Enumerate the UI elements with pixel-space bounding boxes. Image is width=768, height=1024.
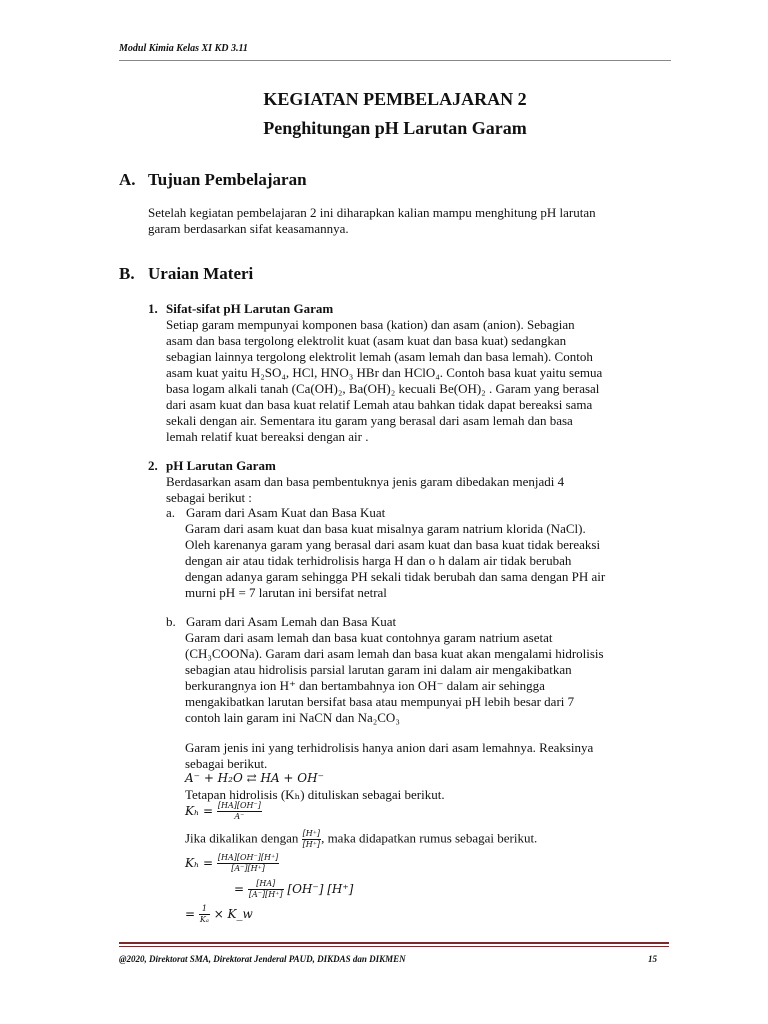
paragraph-line: contoh lain garam ini NaCN dan Na₂CO₃ (185, 710, 400, 725)
paragraph-line: dari asam kuat dan basa kuat relatif Lemah atau bahkan tidak dapat bereaksi sama (166, 397, 593, 412)
kh-expanded-formula (185, 853, 279, 874)
kh-denominator: A⁻ (234, 812, 245, 821)
paragraph-line: dengan air atau tidak terhidrolisis harga H dan o h dalam air tidak berubah (185, 553, 572, 568)
page-subtitle: Penghitungan pH Larutan Garam (263, 118, 527, 138)
kh-expanded-fraction (217, 853, 279, 874)
kh-fraction (217, 801, 262, 822)
section-a-paragraph (148, 205, 669, 237)
eq3-rest: × K_w (213, 907, 253, 921)
paragraph-line: Garam dari asam kuat dan basa kuat misalnya garam natrium klorida (NaCl). (185, 521, 586, 536)
running-header: Modul Kimia Kelas XI KD 3.11 (119, 43, 248, 54)
footer-copyright: @2020, Direktorat SMA, Direktorat Jenderal PAUD, DIKDAS dan DIKMEN (119, 954, 406, 964)
kh-expanded-numerator: [HA][OH⁻][H⁺] (217, 853, 279, 862)
paragraph-line: sebagian lainnya tergolong elektrolit lemah (asam lemah dan basa lemah). Contoh (166, 349, 593, 364)
paragraph-line: lemah relatif kuat bereaksi dengan air . (166, 429, 369, 444)
kh-numerator: [HA][OH⁻] (217, 801, 261, 810)
jika-numerator: [H⁺] (302, 829, 321, 838)
subsection-2-title: pH Larutan Garam (166, 458, 276, 473)
jika-fraction (302, 829, 321, 850)
subsection-1-heading (148, 301, 333, 317)
kh-formula (185, 801, 262, 822)
jika-line (185, 829, 669, 850)
section-b-letter: B. (119, 264, 135, 283)
item-b-heading (166, 614, 396, 630)
item-b-title: Garam dari Asam Lemah dan Basa Kuat (186, 614, 397, 629)
page-title: KEGIATAN PEMBELAJARAN 2 (263, 89, 527, 109)
paragraph-line: sebagai berikut : (166, 490, 252, 505)
item-a-heading (166, 505, 385, 521)
subsection-2-intro (166, 474, 669, 506)
paragraph-line: sebagian atau hidrolisis parsial larutan garam ini dalam air mengakibatkan (185, 662, 572, 677)
section-b-title: Uraian Materi (148, 264, 254, 283)
paragraph-line: asam kuat yaitu H₂SO₄, HCl, HNO₃ HBr dan HClO₄. Contoh basa kuat yaitu semua (166, 365, 603, 380)
paragraph-line: garam berdasarkan sifat keasamannya. (148, 221, 349, 236)
paragraph-line: (CH₃COONa). Garam dari asam lemah dan basa kuat akan mengalami hidrolisis (185, 646, 604, 661)
paragraph-line: berkurangnya ion H⁺ dan bertambahnya ion OH⁻ dalam air sehingga (185, 678, 545, 693)
subsection-1-paragraph (166, 317, 669, 445)
paragraph-line: Oleh karenanya garam yang berasal dari asam kuat dan basa kuat tidak bereaksi (185, 537, 601, 552)
item-b-letter: b. (166, 614, 176, 629)
eq3-numerator: 1 (199, 904, 210, 915)
subsection-1-title: Sifat-sifat pH Larutan Garam (166, 301, 334, 316)
eq3-fraction (199, 904, 210, 925)
eq3-denominator: Kₐ (199, 915, 209, 924)
paragraph-line: dengan adanya garam sehingga PH sekali tidak berubah dan sama dengan PH air (185, 569, 606, 584)
section-a-title: Tujuan Pembelajaran (148, 170, 307, 189)
kh-lhs: Kₕ = (185, 856, 214, 870)
footer-rule-thick (119, 942, 669, 944)
paragraph-line: Garam jenis ini yang terhidrolisis hanya anion dari asam lemahnya. Reaksinya (185, 740, 594, 755)
paragraph-line: basa logam alkali tanah (Ca(OH)₂, Ba(OH)₂ kecuali Be(OH)₂ . Garam yang berasal (166, 381, 600, 396)
item-a-title: Garam dari Asam Kuat dan Basa Kuat (186, 505, 386, 520)
tetapan-line: Tetapan hidrolisis (Kₕ) dituliskan sebagai berikut. (185, 787, 445, 802)
section-a-heading (119, 170, 307, 190)
section-a-letter: A. (119, 170, 136, 189)
item-a-paragraph (185, 521, 669, 601)
subsection-1-number: 1. (148, 301, 158, 316)
kh-equation-3: = $\frac{1}{\text{Kₐ}}$ × K_w (185, 904, 253, 924)
paragraph-line: Setiap garam mempunyai komponen basa (kation) dan asam (anion). Sebagian (166, 317, 575, 332)
jika-text-post: , maka didapatkan rumus sebagai berikut. (321, 830, 538, 846)
footer-rule-thin (119, 946, 669, 947)
page-number: 15 (648, 954, 657, 964)
subsection-2-heading (148, 458, 276, 474)
subsection-2-number: 2. (148, 458, 158, 473)
header-rule (119, 60, 671, 61)
section-b-heading (119, 264, 253, 284)
paragraph-line: Berdasarkan asam dan basa pembentuknya jenis garam dibedakan menjadi 4 (166, 474, 565, 489)
hydrolysis-reaction: A⁻ + H₂O ⇄ HA + OH⁻ (185, 771, 324, 785)
paragraph-line: murni pH = 7 larutan ini bersifat netral (185, 585, 387, 600)
jika-denominator: [H⁺] (302, 840, 321, 849)
item-b-paragraph-2 (185, 740, 669, 772)
paragraph-line: mengakibatkan larutan bersifat basa atau mempunyai pH lebih besar dari 7 (185, 694, 575, 709)
eq2-numerator: [HA] (248, 879, 284, 890)
paragraph-line: Garam dari asam lemah dan basa kuat contohnya garam natrium asetat (185, 630, 553, 645)
kh-equation-2: = $\frac{[HA]}{[A^-][H^+]}$ [OH⁻] [H⁺] (234, 879, 354, 899)
eq2-denominator: [A⁻][H⁺] (248, 890, 283, 899)
item-a-letter: a. (166, 505, 176, 520)
paragraph-line: Setelah kegiatan pembelajaran 2 ini diharapkan kalian mampu menghitung pH larutan (148, 205, 596, 220)
kh-lhs: Kₕ = (185, 804, 214, 818)
paragraph-line: sekali dengan air. Sementara itu garam yang berasal dari asam lemah dan basa (166, 413, 573, 428)
jika-text: Jika dikalikan dengan (185, 830, 299, 846)
eq2-rest: [OH⁻] [H⁺] (287, 882, 354, 896)
eq2-fraction (248, 879, 284, 900)
paragraph-line: sebagai berikut. (185, 756, 268, 771)
kh-expanded-denominator: [A⁻][H⁺] (231, 864, 265, 873)
item-b-paragraph (185, 630, 669, 726)
paragraph-line: asam dan basa tergolong elektrolit kuat (asam kuat dan basa kuat) sedangkan (166, 333, 567, 348)
